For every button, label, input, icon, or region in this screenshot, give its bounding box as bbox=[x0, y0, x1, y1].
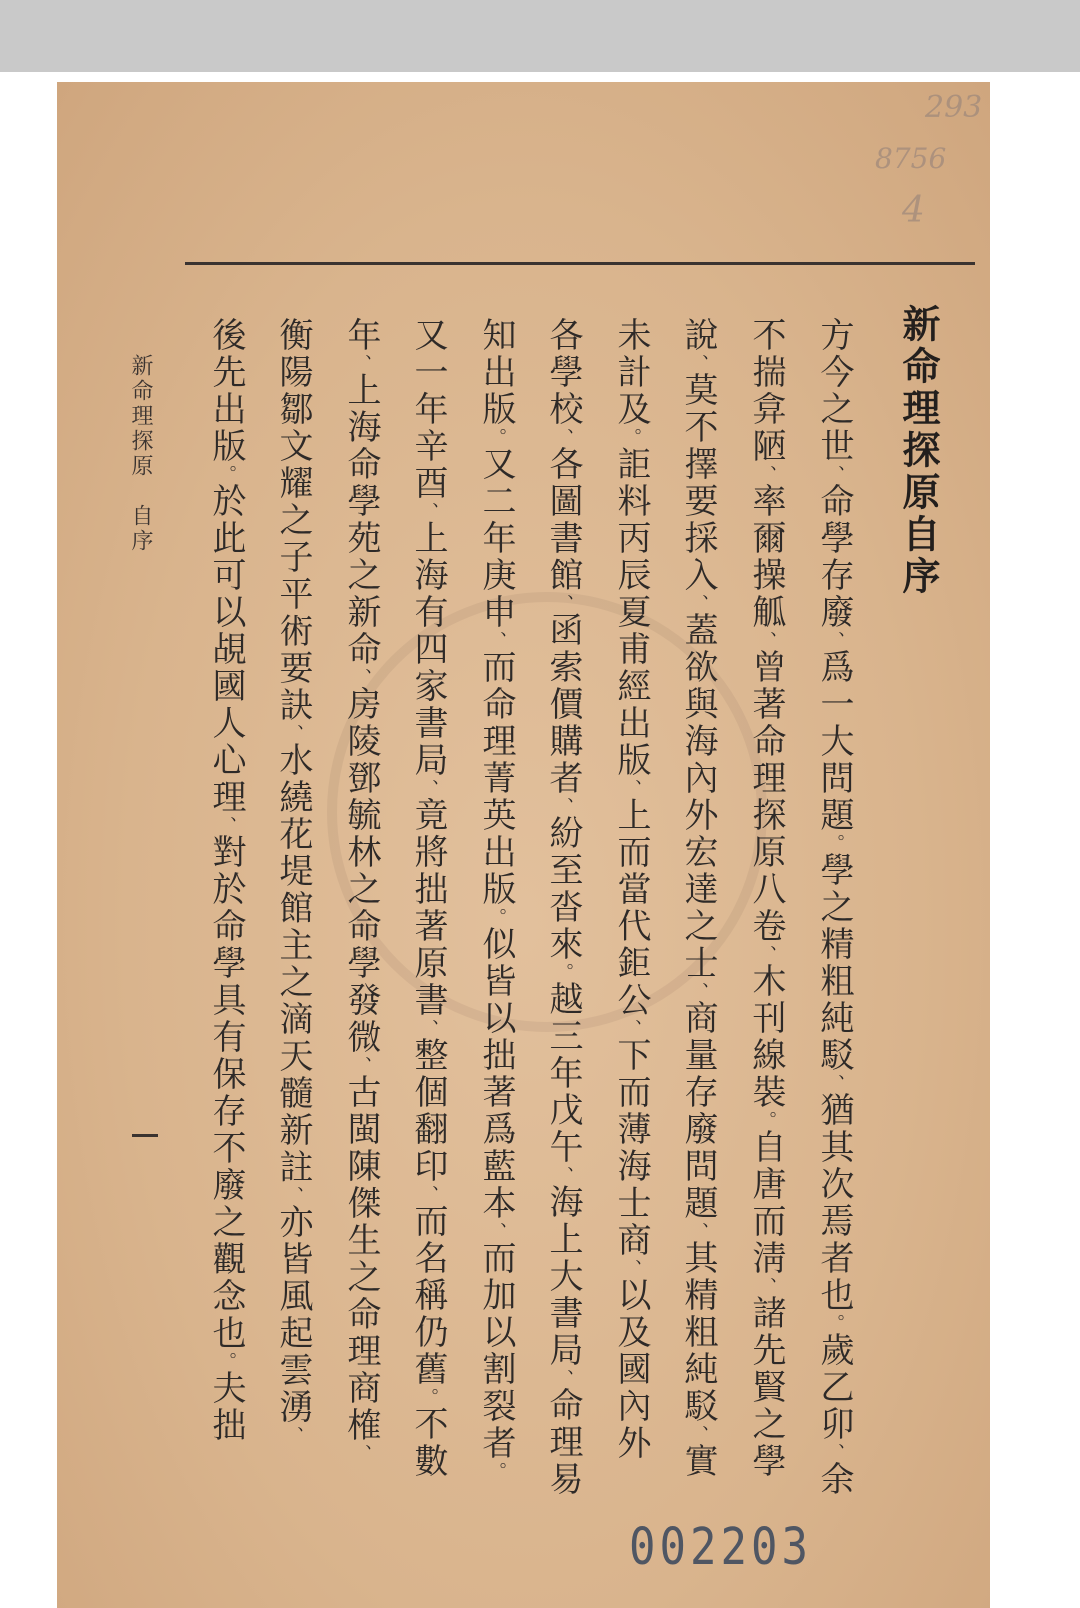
punctuation-mark: 。 bbox=[824, 1314, 845, 1332]
text-column: 年、上海命學苑之新命、房陵鄧毓林之命學發微、古閩陳傑生之命理商榷、 bbox=[341, 317, 381, 1462]
punctuation-mark: 、 bbox=[553, 1369, 574, 1387]
punctuation-mark: 、 bbox=[688, 594, 709, 612]
text-column: 不揣弇陋、率爾操觚、曾著命理探原八卷、木刊線裝。自唐而淸、諸先賢之學 bbox=[746, 317, 786, 1480]
punctuation-mark: 、 bbox=[621, 779, 642, 797]
punctuation-mark: 。 bbox=[553, 963, 574, 981]
punctuation-mark: 、 bbox=[688, 1425, 709, 1443]
punctuation-mark: 、 bbox=[283, 1426, 304, 1444]
punctuation-mark: 、 bbox=[283, 1186, 304, 1204]
preface-title: 新命理探原自序 bbox=[896, 304, 940, 598]
text-column: 衡陽鄒文耀之子平術要訣、水繞花堤館主之滴天髓新註、亦皆風起雲湧、 bbox=[273, 317, 313, 1444]
handwritten-note: 8756 bbox=[875, 142, 947, 175]
punctuation-mark: 、 bbox=[418, 779, 439, 797]
punctuation-mark: 、 bbox=[553, 594, 574, 612]
punctuation-mark: 、 bbox=[756, 1277, 777, 1295]
punctuation-mark: 、 bbox=[553, 1166, 574, 1184]
header-rule bbox=[185, 262, 975, 265]
punctuation-mark: 、 bbox=[351, 1444, 372, 1462]
handwritten-note: 4 bbox=[902, 190, 925, 231]
punctuation-mark: 。 bbox=[486, 1462, 507, 1480]
punctuation-mark: 、 bbox=[621, 1259, 642, 1277]
punctuation-mark: 、 bbox=[351, 1056, 372, 1074]
punctuation-mark: 。 bbox=[216, 465, 237, 483]
accession-stamp: 002203 bbox=[629, 1518, 812, 1577]
punctuation-mark: 。 bbox=[216, 1352, 237, 1370]
punctuation-mark: 、 bbox=[216, 816, 237, 834]
text-column: 說、莫不擇要採入、蓋欲與海內外宏達之士、商量存廢問題、其精粗純駁、實 bbox=[678, 317, 718, 1480]
handwritten-note: 293 bbox=[925, 90, 983, 125]
page-number bbox=[132, 1134, 158, 1137]
punctuation-mark: 、 bbox=[418, 502, 439, 520]
punctuation-mark: 、 bbox=[688, 982, 709, 1000]
text-column: 又一年辛酉、上海有四家書局、竟將拙著原書、整個翻印、而名稱仍舊。不數 bbox=[408, 317, 448, 1480]
punctuation-mark: 、 bbox=[824, 465, 845, 483]
punctuation-mark: 、 bbox=[486, 1222, 507, 1240]
punctuation-mark: 、 bbox=[283, 724, 304, 742]
punctuation-mark: 、 bbox=[688, 354, 709, 372]
punctuation-mark: 、 bbox=[824, 1443, 845, 1461]
text-column: 後先出版。於此可以覘國人心理、對於命學具有保存不廢之觀念也。夫拙 bbox=[206, 317, 246, 1444]
punctuation-mark: 、 bbox=[418, 1019, 439, 1037]
punctuation-mark: 、 bbox=[486, 631, 507, 649]
punctuation-mark: 。 bbox=[621, 428, 642, 446]
punctuation-mark: 。 bbox=[486, 908, 507, 926]
viewer-top-band bbox=[0, 0, 1080, 72]
running-head: 新命理探原 自序 bbox=[128, 354, 153, 554]
text-column: 方今之世、命學存廢、爲一大問題。學之精粗純駁、猶其次焉者也。歲乙卯、余 bbox=[814, 317, 854, 1498]
punctuation-mark: 、 bbox=[824, 631, 845, 649]
text-column: 各學校、各圖書館、函索價購者、紛至沓來。越三年戊午、海上大書局、命理易 bbox=[543, 317, 583, 1498]
punctuation-mark: 、 bbox=[621, 1019, 642, 1037]
punctuation-mark: 。 bbox=[486, 428, 507, 446]
book-page bbox=[57, 82, 990, 1608]
punctuation-mark: 。 bbox=[756, 1111, 777, 1129]
punctuation-mark: 、 bbox=[418, 1185, 439, 1203]
punctuation-mark: 、 bbox=[351, 354, 372, 372]
punctuation-mark: 。 bbox=[418, 1388, 439, 1406]
punctuation-mark: 。 bbox=[824, 834, 845, 852]
punctuation-mark: 、 bbox=[688, 1222, 709, 1240]
punctuation-mark: 、 bbox=[351, 668, 372, 686]
punctuation-mark: 、 bbox=[553, 428, 574, 446]
text-column: 未計及。詎料丙辰夏甫經出版、上而當代鉅公、下而薄海士商、以及國內外 bbox=[611, 317, 651, 1462]
punctuation-mark: 、 bbox=[756, 465, 777, 483]
text-column: 知出版。又二年庚申、而命理菁英出版。似皆以拙著爲藍本、而加以割裂者。 bbox=[476, 317, 516, 1480]
punctuation-mark: 、 bbox=[756, 945, 777, 963]
punctuation-mark: 、 bbox=[756, 631, 777, 649]
punctuation-mark: 、 bbox=[553, 797, 574, 815]
punctuation-mark: 、 bbox=[824, 1074, 845, 1092]
